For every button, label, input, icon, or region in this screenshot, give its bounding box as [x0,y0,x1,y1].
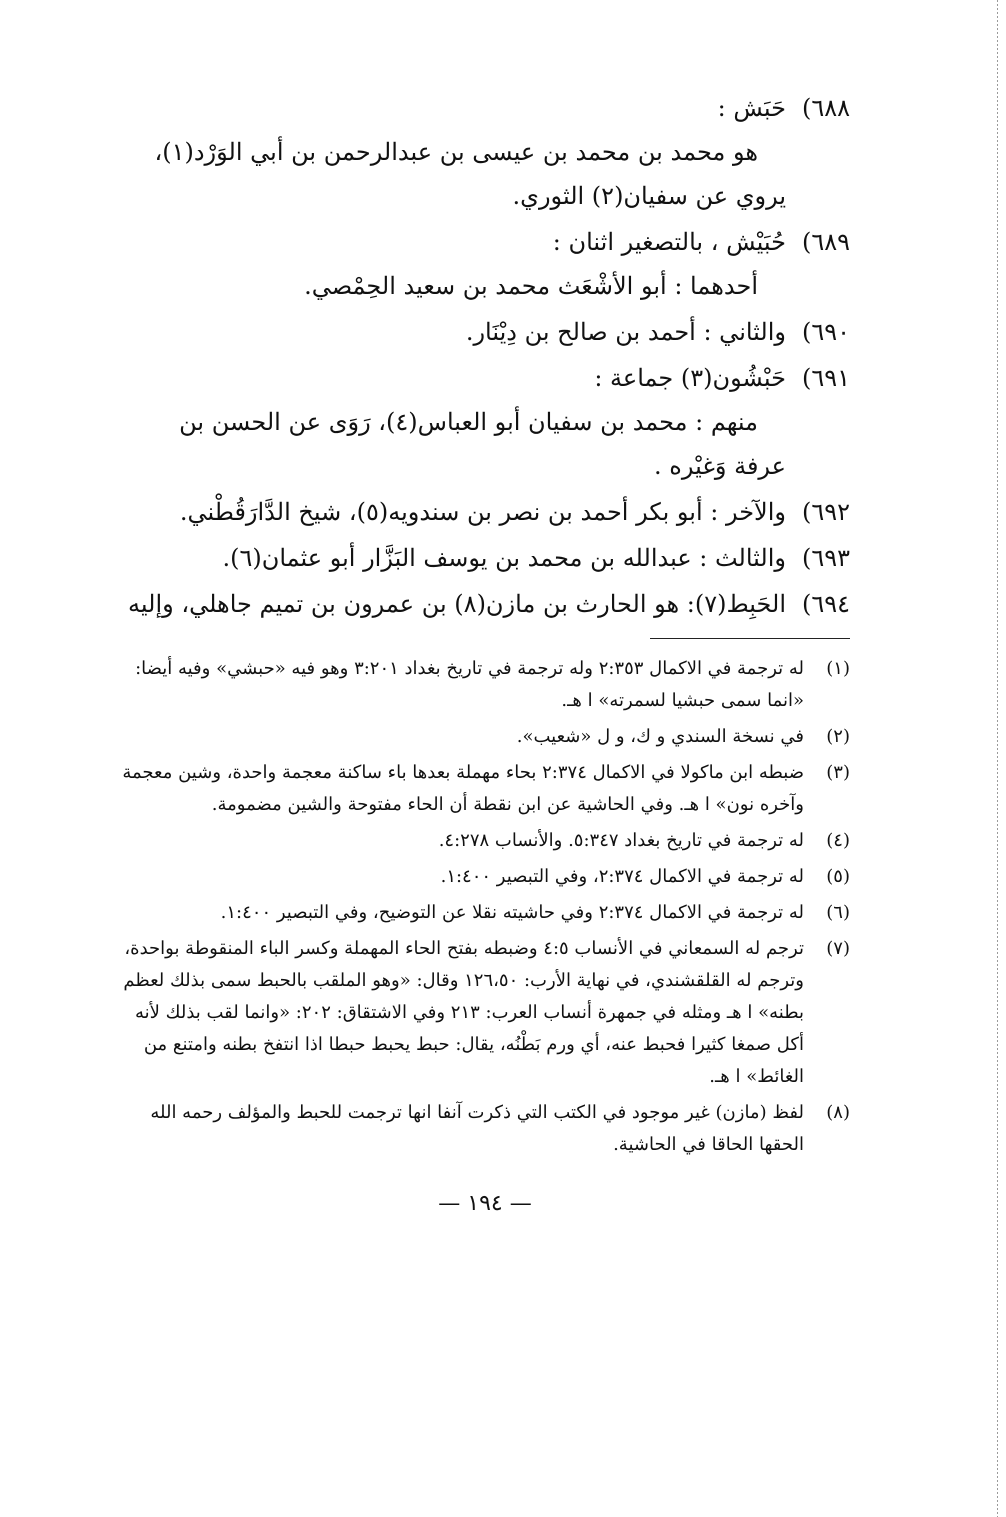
entry-693 [120,536,850,580]
footnote-3 [120,757,850,821]
footnote-text: ترجم له السمعاني في الأنساب ٤:٥ وضبطه بفتح الحاء المهملة وكسر الباء المنقوطة بواحدة، وترجم له القلقشندي، في نهاية الأرب: ١٢٦،٥٠ وقال: «وهو الملقب بالحبط سمى بذلك لعظم بطنه» ا هـ ومثله في جمهرة أنساب العرب: ٢١٣ وفي الاشتقاق: ٢٠٢: «وانما لقب بذلك لأنه أكل صمغا كثيرا فحبط عنه، أي ورم بَطْنُه، يقال: حبط يحبط حبطا اذا انتفخ بطنه وامتنع من الغائط» ا هـ. [123,938,804,1087]
footnote-number: (٨) [826,1102,850,1123]
entry-heading: حَبَش : [717,94,786,122]
entry-694 [120,582,850,626]
footnote-text: لفظ (مازن) غير موجود في الكتب التي ذكرت آنفا انها ترجمت للحبط والمؤلف رحمه الله الحقها الحاقا في الحاشية. [150,1102,804,1155]
entry-number: ٦٨٩) [801,228,850,256]
page-edge-rule [997,0,998,1517]
footnote-number: (٧) [826,938,850,959]
footnote-number: (٦) [826,902,850,923]
footnote-number: (٢) [826,726,850,747]
entry-text: والثالث : عبدالله بن محمد بن يوسف البَزَّار أبو عثمان(٦). [222,544,786,572]
footnote-text: له ترجمة في الاكمال ٢:٣٧٤ وفي حاشيته نقلا عن التوضيح، وفي التبصير ١:٤٠٠. [220,902,804,923]
book-page [120,86,850,1216]
entry-text: والآخر : أبو بكر أحمد بن نصر بن سندويه(٥)، شيخ الدَّارَقُطْني. [179,498,786,526]
footnote-number: (١) [826,658,850,679]
entry-688 [120,86,850,218]
entry-text: يروي عن سفيان(٢) الثوري. [512,182,786,210]
footnote-2 [120,721,850,753]
footnote-6 [120,897,850,929]
entry-number: ٦٩١) [801,364,850,392]
footnote-8 [120,1097,850,1161]
entry-number: ٦٩٢) [801,498,850,526]
entry-text: منهم : محمد بن سفيان أبو العباس(٤)، رَوَى عن الحسن بن [179,408,758,436]
footnote-number: (٣) [826,762,850,783]
entry-690 [120,310,850,354]
entry-text: هو محمد بن محمد بن عيسى بن عبدالرحمن بن أبي الوَرْد(١)، [154,138,758,166]
entry-heading: حَبْشُون(٣) جماعة : [594,364,786,392]
entry-text: عرفة وَغيْره . [654,452,786,480]
footnote-number: (٥) [826,866,850,887]
footnote-separator [650,638,850,639]
footnote-4 [120,825,850,857]
footnote-text: ضبطه ابن ماكولا في الاكمال ٢:٣٧٤ بحاء مهملة بعدها باء ساكنة معجمة واحدة، وشين معجمة وآخره نون» ا هـ. وفي الحاشية عن ابن نقطة أن الحاء مفتوحة والشين مضمومة. [122,762,804,815]
entry-number: ٦٨٨) [801,94,850,122]
entry-number: ٦٩٤) [801,590,850,618]
entry-692 [120,490,850,534]
page-number: — ١٩٤ — [438,1191,532,1216]
footnote-1 [120,653,850,717]
footnote-text: في نسخة السندي و ك، و ل «شعيب». [516,726,804,747]
entry-text: والثاني : أحمد بن صالح بن دِيْنَار. [465,318,786,346]
footnotes [120,653,850,1161]
entry-691 [120,356,850,488]
entry-number: ٦٩٠) [801,318,850,346]
footnote-text: له ترجمة في الاكمال ٢:٣٥٣ وله ترجمة في تاريخ بغداد ٣:٢٠١ وهو فيه «حبشي» وفيه أيضا: «انما سمى حبشيا لسمرته» ا هـ. [135,658,804,711]
entry-689 [120,220,850,308]
entry-heading: حُبَيْش ، بالتصغير اثنان : [552,228,786,256]
footnote-7 [120,933,850,1093]
entry-text: أحدهما : أبو الأشْعَث محمد بن سعيد الحِمْصي. [304,272,758,300]
footnote-text: له ترجمة في تاريخ بغداد ٥:٣٤٧. والأنساب ٤:٢٧٨. [438,830,804,851]
footnote-text: له ترجمة في الاكمال ٢:٣٧٤، وفي التبصير ١:٤٠٠. [440,866,804,887]
footnote-number: (٤) [826,830,850,851]
entry-number: ٦٩٣) [801,544,850,572]
entry-text: الحَبِط(٧): هو الحارث بن مازن(٨) بن عمرون بن تميم جاهلي، وإليه [128,590,786,618]
footnote-5 [120,861,850,893]
